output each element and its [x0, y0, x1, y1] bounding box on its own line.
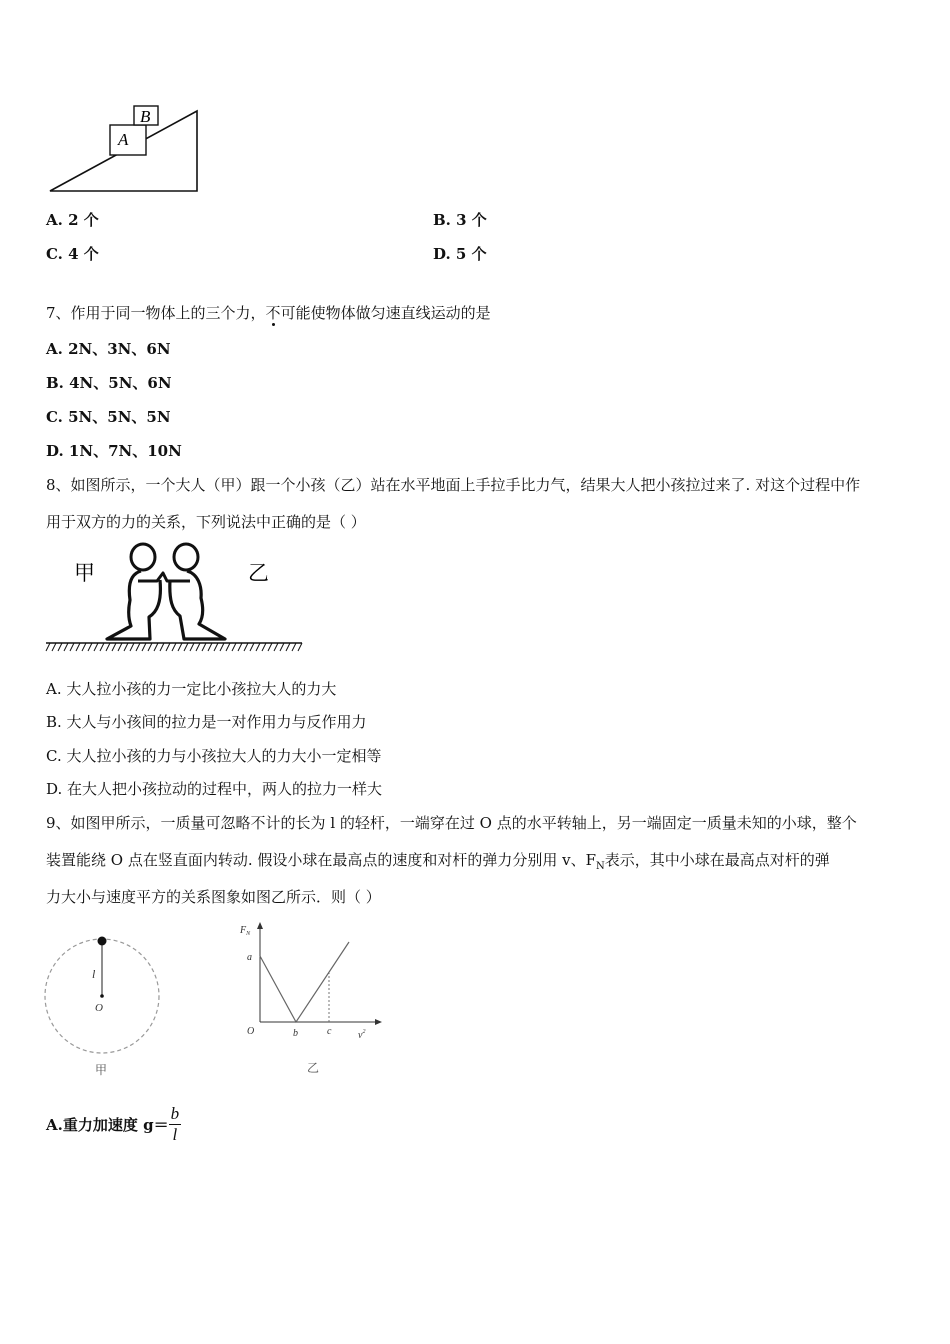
tick-c-label: c	[327, 1026, 332, 1037]
q9-stem-line2	[46, 850, 830, 877]
fraction-denominator: l	[172, 1125, 178, 1144]
figure-left-caption: 甲	[95, 1063, 108, 1077]
pivot-point	[100, 994, 104, 998]
adult-head	[131, 544, 155, 570]
q9-stem-line2-subscript: N	[596, 861, 605, 872]
q7-option-c: C. 5N、5N、5N	[46, 408, 171, 426]
q8-option-d: D. 在大人把小孩拉动的过程中，两人的拉力一样大	[46, 780, 383, 798]
block-b-label: B	[140, 107, 151, 126]
ground-hatch	[46, 643, 302, 651]
tug-of-war-figure	[44, 540, 306, 656]
q6-option-c: C. 4 个	[46, 245, 99, 263]
q6-option-b: B. 3 个	[433, 211, 487, 229]
q7-stem-emphasis: 不	[265, 304, 281, 322]
adult-label: 甲	[74, 561, 95, 585]
q9-stem-line2-b: 表示，其中小球在最高点对杆的弹	[604, 851, 830, 869]
q9-option-a	[46, 1104, 181, 1145]
ball	[98, 937, 107, 946]
q8-option-b: B. 大人与小孩间的拉力是一对作用力与反作用力	[46, 713, 367, 731]
q7-stem-suffix: 可能使物体做匀速直线运动的是	[280, 304, 491, 322]
q8-stem-line1: 8、如图所示，一个大人（甲）跟一个小孩（乙）站在水平地面上手拉手比力气，结果大人把小孩拉过来了. 对这个过程中作	[46, 476, 861, 494]
force-velocity-graph	[235, 918, 385, 1078]
x-axis-label	[358, 1029, 365, 1041]
q8-option-a: A. 大人拉小孩的力一定比小孩拉大人的力大	[46, 680, 337, 698]
x-axis-arrow	[375, 1019, 382, 1025]
q9-option-a-fraction	[169, 1104, 182, 1145]
rotating-rod-figure	[44, 928, 168, 1080]
block-a-label: A	[118, 130, 129, 149]
q7-option-d: D. 1N、7N、10N	[46, 442, 182, 460]
q8-option-c: C. 大人拉小孩的力与小孩拉大人的力大小一定相等	[46, 747, 382, 765]
pivot-label: O	[95, 1002, 103, 1014]
q7-option-a: A. 2N、3N、6N	[46, 340, 171, 358]
clasped-hands	[138, 573, 190, 581]
q9-stem-line2-a: 装置能绕 O 点在竖直面内转动. 假设小球在最高点的速度和对杆的弹力分别用 v、F	[46, 851, 597, 869]
q8-stem-line2: 用于双方的力的关系，下列说法中正确的是（ ）	[46, 513, 366, 531]
rod-length-label: l	[92, 967, 96, 981]
child-label: 乙	[248, 561, 269, 585]
tick-b-label: b	[293, 1028, 298, 1039]
y-axis-arrow	[257, 922, 263, 929]
incline-figure	[44, 100, 204, 196]
tick-a-label: a	[247, 952, 252, 963]
figure-right-caption: 乙	[307, 1061, 320, 1075]
child-head	[174, 544, 198, 570]
q9-stem-line1: 9、如图甲所示，一质量可忽略不计的长为 l 的轻杆，一端穿在过 O 点的水平转轴上，另一端固定一质量未知的小球，整个	[46, 814, 857, 832]
x-axis-label-main: v	[358, 1030, 363, 1041]
q6-option-d: D. 5 个	[433, 245, 487, 263]
y-axis-label	[239, 925, 251, 937]
q6-option-a: A. 2 个	[46, 211, 99, 229]
y-axis-label-sub: N	[246, 931, 251, 937]
q9-option-a-prefix: A.重力加速度 g＝	[46, 1116, 169, 1134]
q7-option-b: B. 4N、5N、6N	[46, 374, 172, 392]
fraction-numerator: b	[170, 1104, 180, 1123]
q7-stem-prefix: 7、作用于同一物体上的三个力，	[46, 304, 266, 322]
y-axis-label-main: F	[240, 925, 247, 936]
q9-stem-line3: 力大小与速度平方的关系图象如图乙所示．则（ ）	[46, 888, 381, 906]
q7-stem	[46, 303, 491, 323]
force-curve	[260, 942, 349, 1022]
x-axis-label-sup: 2	[362, 1029, 366, 1035]
origin-label: O	[247, 1026, 255, 1037]
